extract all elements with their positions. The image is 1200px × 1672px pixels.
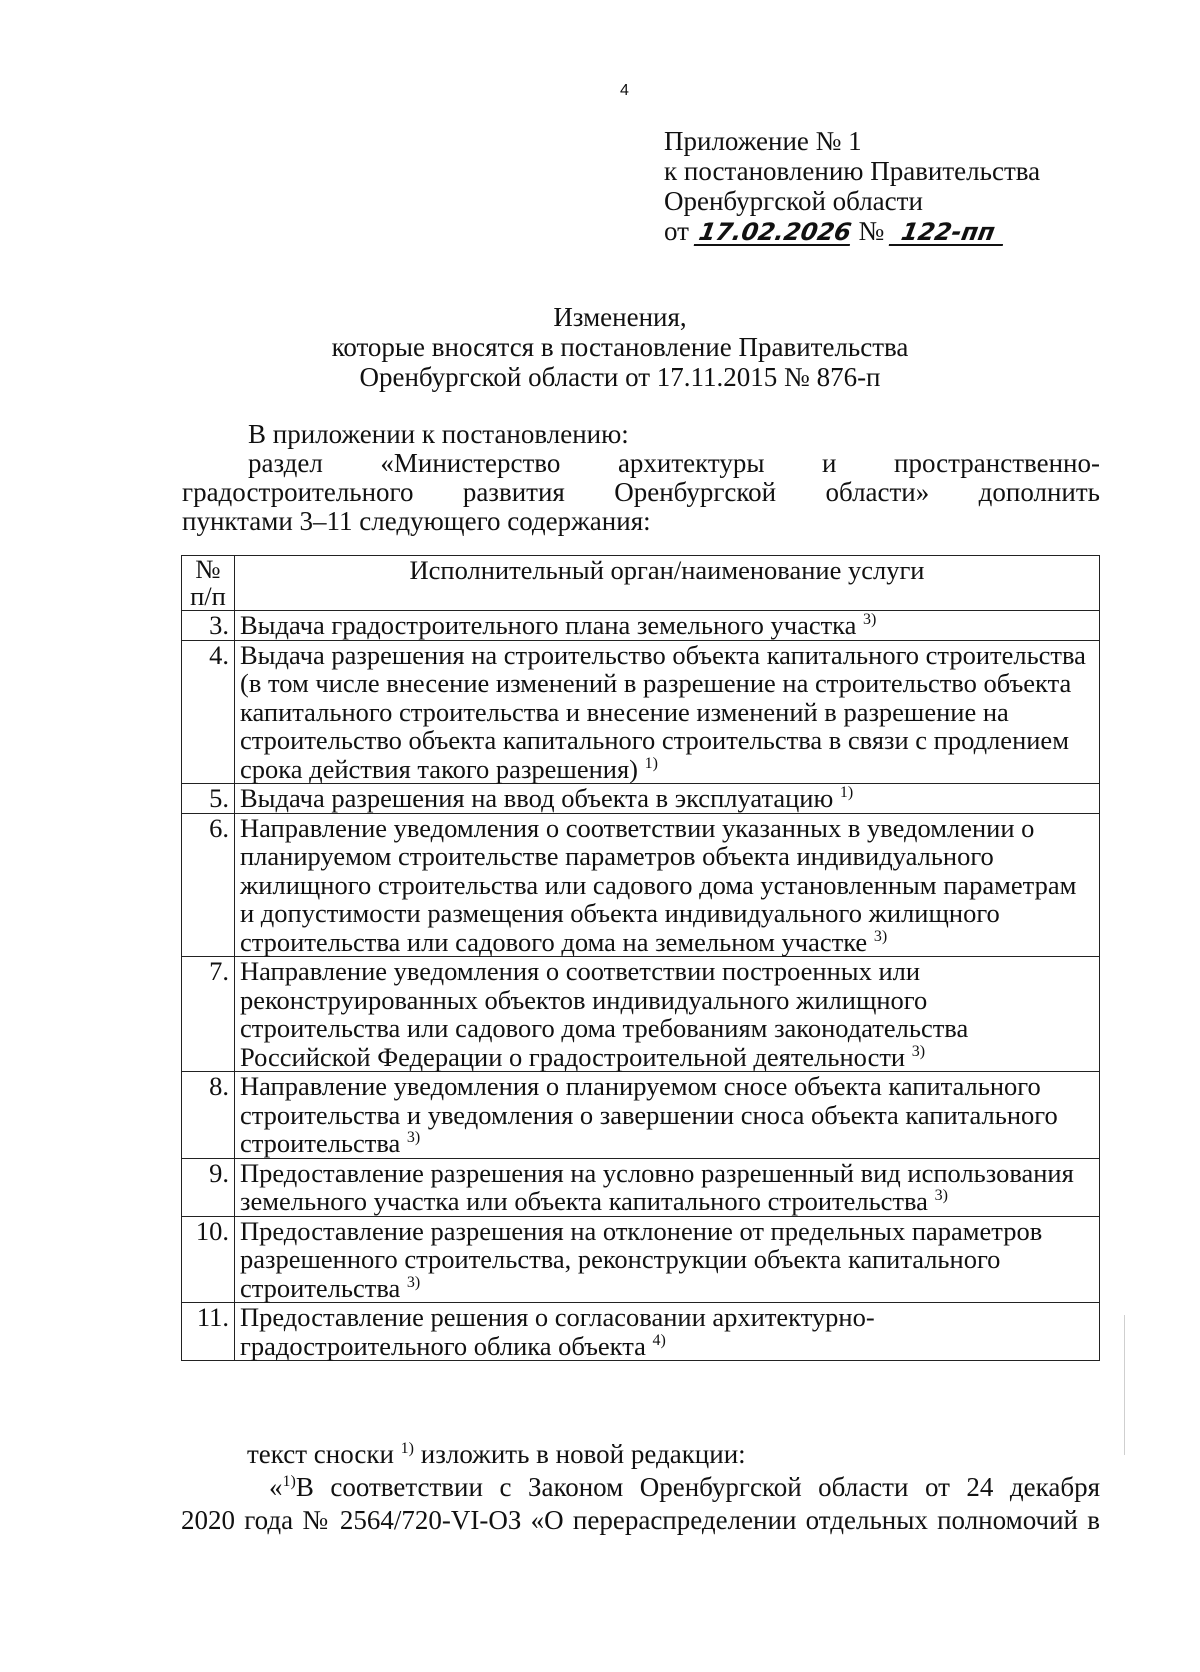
after-line-2-text: В соответствии с Законом Оренбургской области от 24 декабря: [295, 1472, 1100, 1502]
row-text: Предоставление разрешения на отклонение от предельных параметров разрешенного строительства, реконструкции объекта капитального строительства: [240, 1215, 1043, 1303]
row-text-cell: [235, 957, 1100, 1072]
row-text-cell: [235, 611, 1100, 641]
intro-word: Оренбургской: [614, 477, 777, 507]
row-number: 3.: [182, 611, 235, 641]
footnote-ref: 1): [644, 754, 658, 772]
footnote-ref: 3): [406, 1273, 421, 1291]
footnote-ref: 3): [863, 611, 877, 629]
after-line-2: [181, 1471, 1100, 1504]
row-number: 7.: [182, 957, 235, 1072]
appendix-line-1: Приложение № 1: [664, 126, 862, 156]
row-text: Направление уведомления о соответствии построенных или реконструированных объектов индивидуального жилищного строительства или садового дома требованиям законодательства Российской Федерации о градостроительной деятельности: [240, 956, 969, 1072]
appendix-line-2: к постановлению Правительства: [664, 156, 1041, 186]
page-number: 4: [620, 82, 629, 99]
intro-word: пространственно-: [894, 448, 1100, 478]
handwritten-number: 122-пп: [889, 220, 1008, 246]
table-row: [182, 1216, 1100, 1303]
table-row: [182, 784, 1100, 814]
header-number-line-2: п/п: [190, 581, 226, 611]
after-line-1-after: изложить в новой редакции:: [420, 1439, 746, 1469]
row-text: Выдача градостроительного плана земельного участка: [240, 610, 857, 640]
header-number-line-1: №: [195, 554, 221, 584]
after-line-3: 2020 года № 2564/720-VI-ОЗ «О перераспределении отдельных полномочий в: [181, 1505, 1100, 1535]
intro-word: архитектуры: [617, 448, 765, 478]
title-line-2: которые вносятся в постановление Правительства: [331, 332, 909, 362]
after-line-1-before: текст сноски: [247, 1439, 394, 1469]
intro-line-2: [182, 449, 1100, 478]
intro-word: развития: [462, 477, 565, 507]
row-text: Направление уведомления о планируемом сносе объекта капитального строительства и уведомления о завершении сноса объекта капитального строительства: [240, 1071, 1058, 1158]
title-line-3: Оренбургской области от 17.11.2015 № 876-п: [359, 362, 881, 392]
header-number-cell: [182, 556, 235, 611]
intro-word: градостроительного: [182, 477, 414, 507]
row-text-cell: [235, 1072, 1100, 1159]
footnote-paragraph: [181, 1438, 1100, 1537]
row-text-cell: [235, 784, 1100, 814]
footnote-ref: 3): [934, 1187, 948, 1205]
row-text: Предоставление решения о согласовании архитектурно-градостроительного облика объекта: [240, 1302, 875, 1361]
row-number: 6.: [182, 813, 235, 957]
title-line-1: Изменения,: [553, 302, 687, 332]
row-text-cell: [235, 1158, 1100, 1216]
number-sign: №: [858, 216, 885, 246]
intro-paragraph: [182, 420, 1100, 536]
row-number: 11.: [182, 1303, 235, 1361]
footnote-ref: 1): [282, 1473, 296, 1490]
row-number: 10.: [182, 1216, 235, 1303]
table-row: [182, 640, 1100, 784]
row-text: Направление уведомления о соответствии указанных в уведомлении о планируемом строительстве параметров объекта индивидуального жилищного строительства или садового дома установленным параметрам и допустимости размещения объекта индивидуального жилищного строительства или садового дома на земельном участке: [240, 812, 1077, 957]
footnote-ref: 3): [911, 1042, 926, 1060]
footnote-ref: 1): [839, 784, 854, 802]
table-row: [182, 1158, 1100, 1216]
footnote-ref: 4): [652, 1331, 666, 1349]
appendix-line-4: [664, 216, 1040, 246]
scan-margin-line: [1124, 1315, 1125, 1455]
footnote-ref: 3): [873, 927, 888, 945]
appendix-line-3: Оренбургской области: [664, 186, 923, 216]
intro-line-4: пунктами 3–11 следующего содержания:: [182, 506, 651, 536]
row-text-cell: [235, 1216, 1100, 1303]
row-text-cell: [235, 1303, 1100, 1361]
open-quote: «: [269, 1472, 283, 1502]
intro-word: дополнить: [978, 477, 1100, 507]
intro-line-3: [182, 478, 1100, 507]
row-text: Выдача разрешения на строительство объекта капитального строительства (в том числе внесение изменений в разрешение на строительство объекта капитального строительства и внесение изменений в разрешение на строительство объекта капитального строительства в связи с продлением срока действия такого разрешения): [240, 639, 1086, 784]
table-row: [182, 611, 1100, 641]
table-row: [182, 1072, 1100, 1159]
row-number: 4.: [182, 640, 235, 784]
after-line-1: [181, 1438, 1100, 1471]
intro-word: раздел: [248, 448, 323, 478]
row-number: 8.: [182, 1072, 235, 1159]
footnote-ref: 3): [406, 1129, 421, 1147]
intro-line-1: В приложении к постановлению:: [248, 419, 629, 449]
intro-word: и: [822, 448, 837, 478]
table-row: [182, 1303, 1100, 1361]
table-row: [182, 957, 1100, 1072]
row-number: 9.: [182, 1158, 235, 1216]
intro-word: области»: [825, 477, 930, 507]
document-title: [0, 302, 1200, 392]
footnote-ref: 1): [400, 1440, 414, 1457]
table-row: [182, 813, 1100, 957]
handwritten-date: 17.02.2026: [693, 220, 854, 246]
table-header-row: [182, 556, 1100, 611]
appendix-header: [664, 126, 1040, 246]
services-table: [181, 555, 1100, 1361]
row-text-cell: [235, 813, 1100, 957]
row-number: 5.: [182, 784, 235, 814]
row-text: Выдача разрешения на ввод объекта в эксплуатацию: [240, 783, 834, 813]
intro-word: «Министерство: [380, 448, 561, 478]
header-title-cell: Исполнительный орган/наименование услуги: [235, 556, 1100, 611]
row-text: Предоставление разрешения на условно разрешенный вид использования земельного участка или объекта капитального строительства: [240, 1157, 1074, 1216]
row-text-cell: [235, 640, 1100, 784]
prefix-ot: от: [664, 216, 689, 246]
